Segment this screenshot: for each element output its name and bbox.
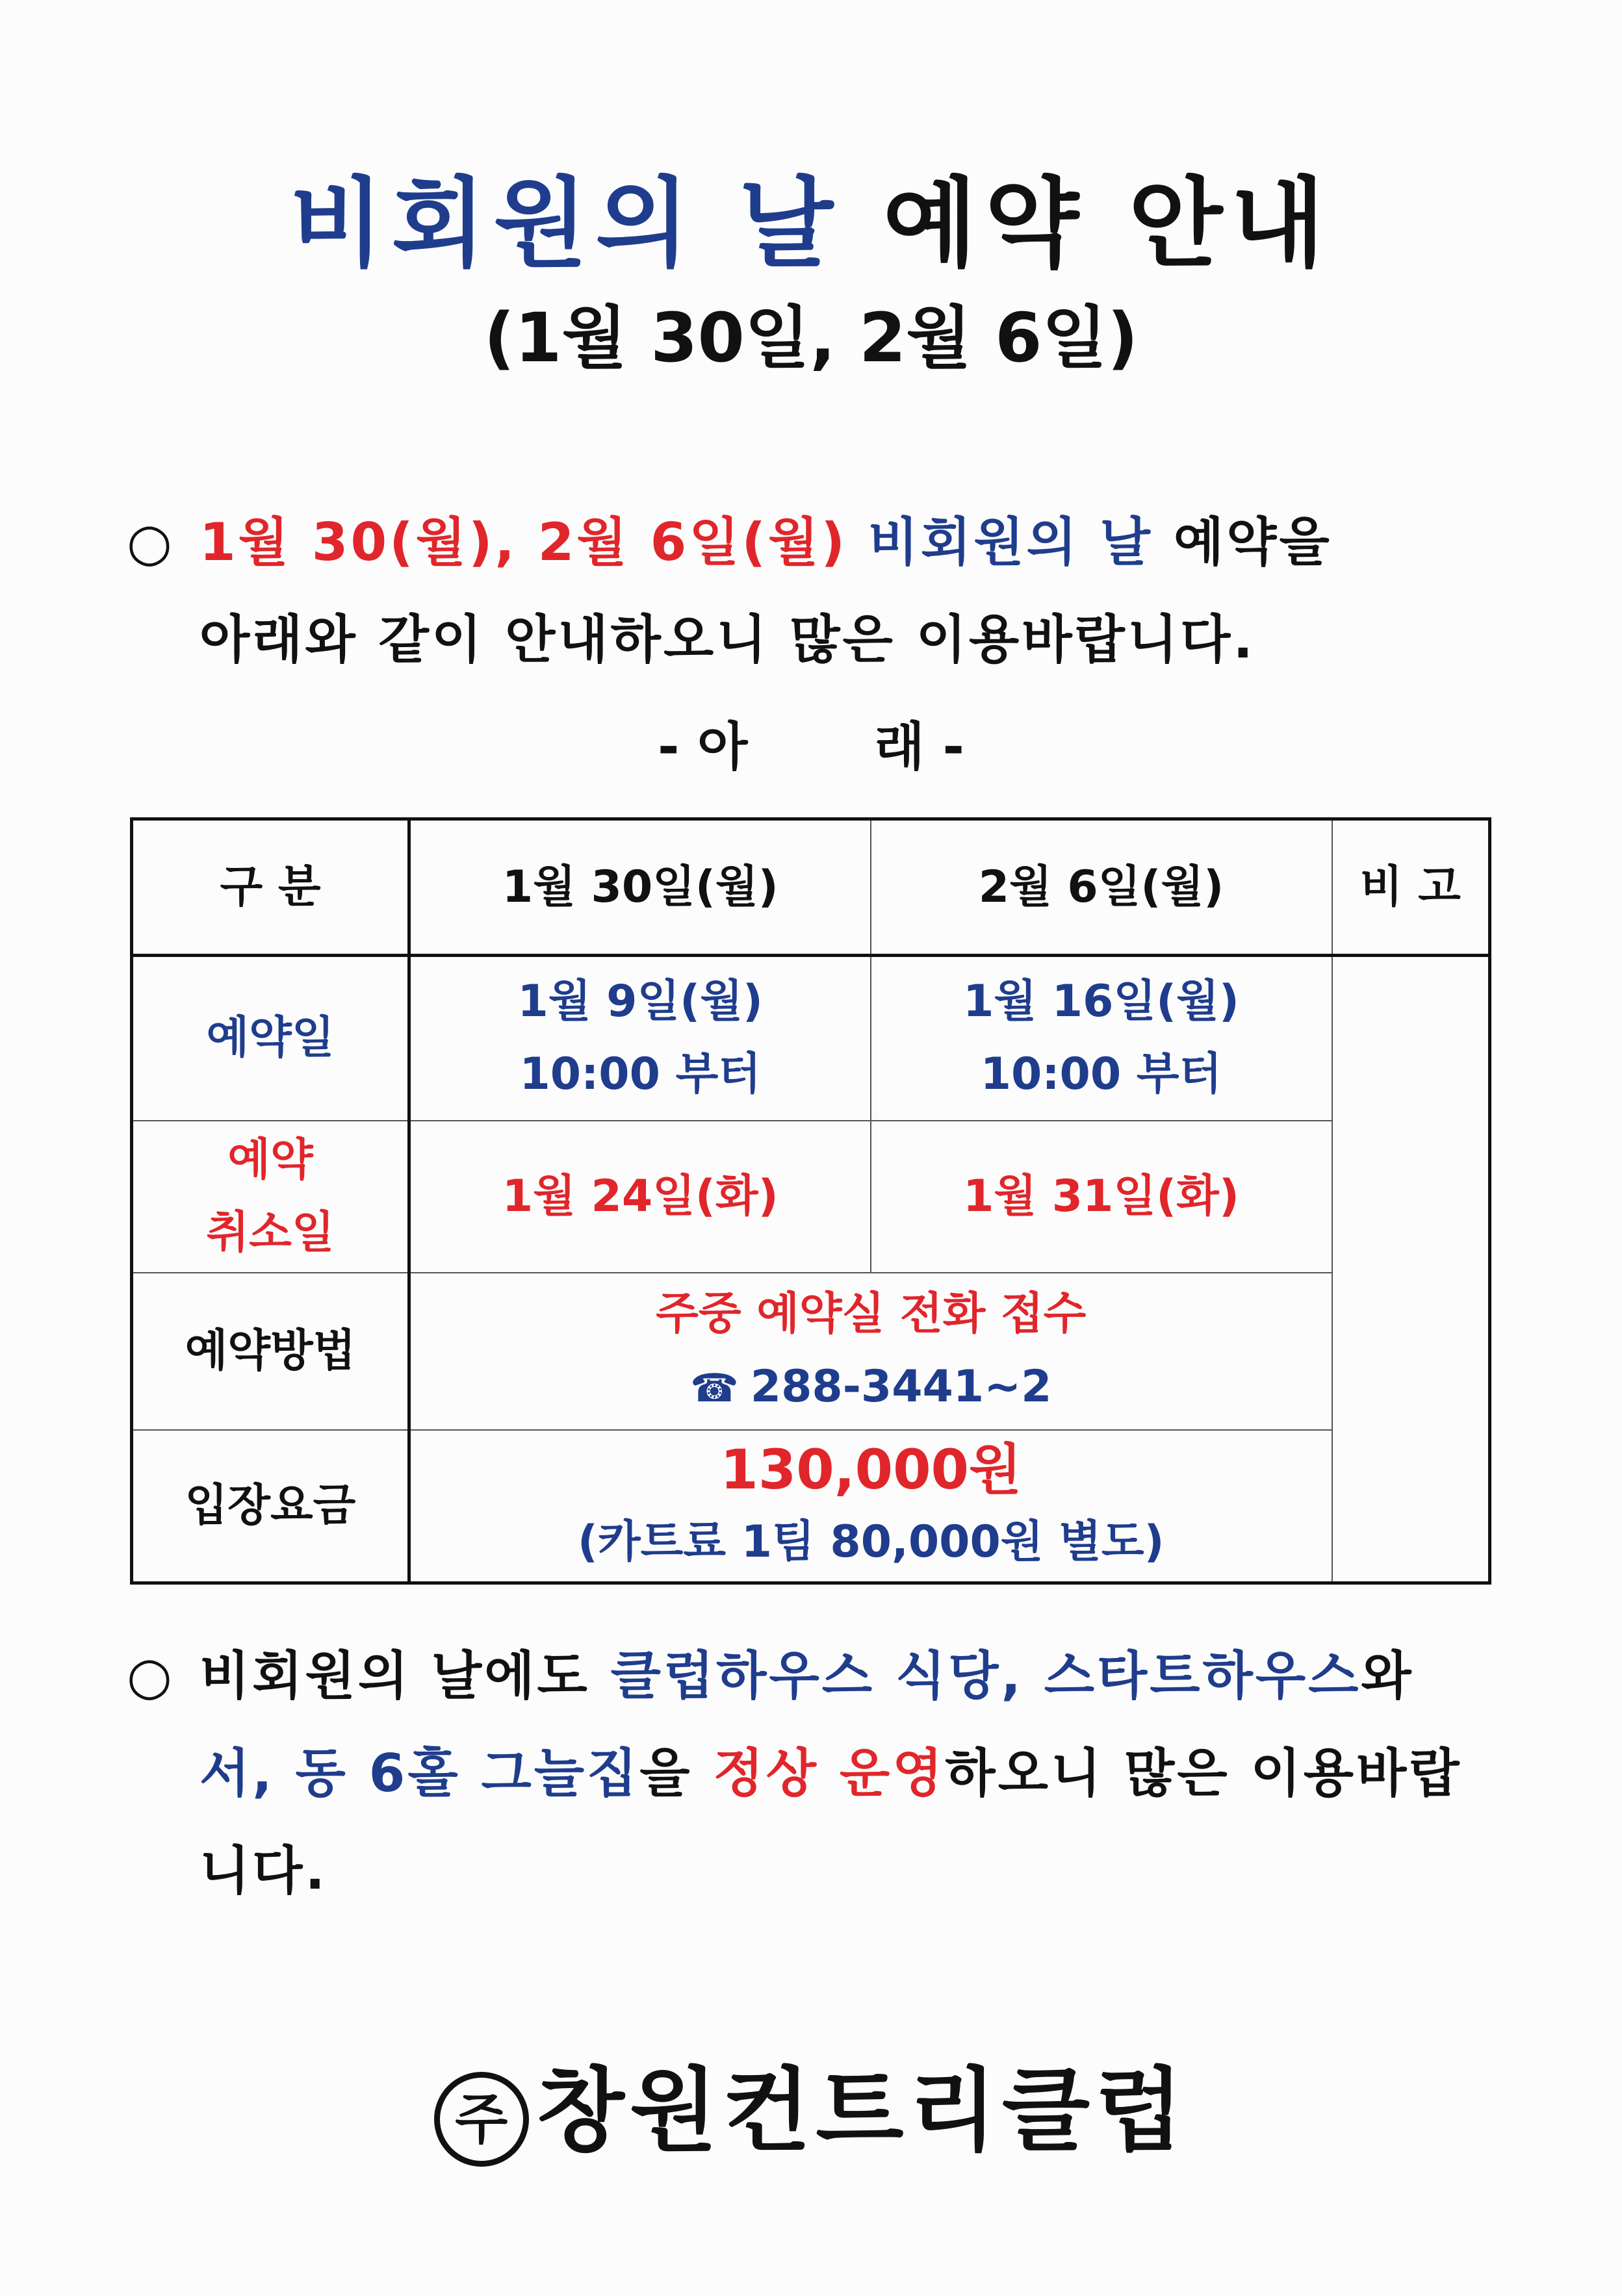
- row-label-reservation: 예약일: [132, 956, 409, 1121]
- row-label-fee: 입장요금: [132, 1430, 409, 1583]
- header-feb6: 2월 6일(월): [871, 819, 1332, 956]
- phone-number: 288-3441~2: [750, 1360, 1052, 1412]
- cancel-jan30: 1월 24일(화): [409, 1121, 871, 1273]
- company-footer: [0, 2056, 1622, 2167]
- cancel-feb6: 1월 31일(화): [871, 1121, 1332, 1273]
- schedule-table: [130, 817, 1491, 1585]
- header-category: 구 분: [132, 819, 409, 956]
- table-row-reservation: [132, 956, 1490, 1121]
- header-jan30: 1월 30일(월): [409, 819, 871, 956]
- corporation-mark: 주: [434, 2072, 529, 2167]
- table-row-fee: [132, 1430, 1490, 1583]
- notice-paragraph: [127, 1627, 1524, 1920]
- notice-t6: 정상 운영: [713, 1743, 946, 1804]
- intro-dates: 1월 30(월), 2월 6일(월): [200, 512, 847, 572]
- page-subtitle: (1월 30일, 2월 6일): [483, 298, 1139, 377]
- fee-cell: [409, 1430, 1332, 1583]
- notice-t3: 와: [1361, 1646, 1414, 1706]
- notice-t8: 니다.: [200, 1841, 328, 1901]
- table-row-method: [132, 1273, 1490, 1430]
- bullet-icon: ○: [127, 1646, 175, 1706]
- table-header-row: [132, 819, 1490, 956]
- bullet-icon: ○: [127, 512, 175, 572]
- method-cell: [409, 1273, 1332, 1430]
- reservation-jan30-date: 1월 9일(월): [517, 976, 764, 1028]
- intro-line2: 아래와 같이 안내하오니 많은 이용바랍니다.: [200, 609, 1255, 670]
- title-rest: 예약 안내: [882, 168, 1333, 281]
- header-remarks: 비 고: [1332, 819, 1490, 956]
- row-label-cancel-line2: 취소일: [206, 1206, 335, 1258]
- phone-icon: ☎: [690, 1365, 739, 1411]
- fee-note: (카트료 1팀 80,000원 별도): [577, 1516, 1165, 1568]
- reservation-feb6-time: 10:00 부터: [980, 1049, 1222, 1101]
- notice-t5: 을: [639, 1743, 693, 1804]
- reservation-jan30-time: 10:00 부터: [519, 1049, 761, 1101]
- notice-t7: 하오니 많은 이용바랍: [945, 1743, 1462, 1804]
- table-row-cancel: [132, 1121, 1490, 1273]
- annex-label: - 아 래 -: [658, 717, 964, 777]
- row-label-cancel: [132, 1121, 409, 1273]
- row-label-method: 예약방법: [132, 1273, 409, 1430]
- intro-event: 비회원의 날: [868, 512, 1153, 572]
- intro-paragraph: [127, 494, 1524, 689]
- notice-t1: 비회원의 날에도: [200, 1646, 590, 1706]
- intro-text: 예약을: [1173, 512, 1332, 572]
- fee-price: 130,000원: [720, 1437, 1022, 1501]
- method-text: 주중 예약실 전화 접수: [656, 1288, 1087, 1340]
- notice-t4: 서, 동 6홀 그늘집: [200, 1743, 640, 1804]
- page-title: [0, 166, 1622, 283]
- row-label-cancel-line1: 예약: [227, 1134, 313, 1186]
- reservation-jan30: [409, 956, 871, 1121]
- reservation-feb6: [871, 956, 1332, 1121]
- remarks-cell: [1332, 956, 1490, 1583]
- method-phone: [411, 1351, 1332, 1425]
- company-name: 창원컨트리클럽: [536, 2058, 1189, 2164]
- notice-t2: 클럽하우스 식당, 스타트하우스: [610, 1646, 1361, 1706]
- reservation-feb6-date: 1월 16일(월): [963, 976, 1239, 1028]
- title-event: 비회원의 날: [289, 168, 842, 281]
